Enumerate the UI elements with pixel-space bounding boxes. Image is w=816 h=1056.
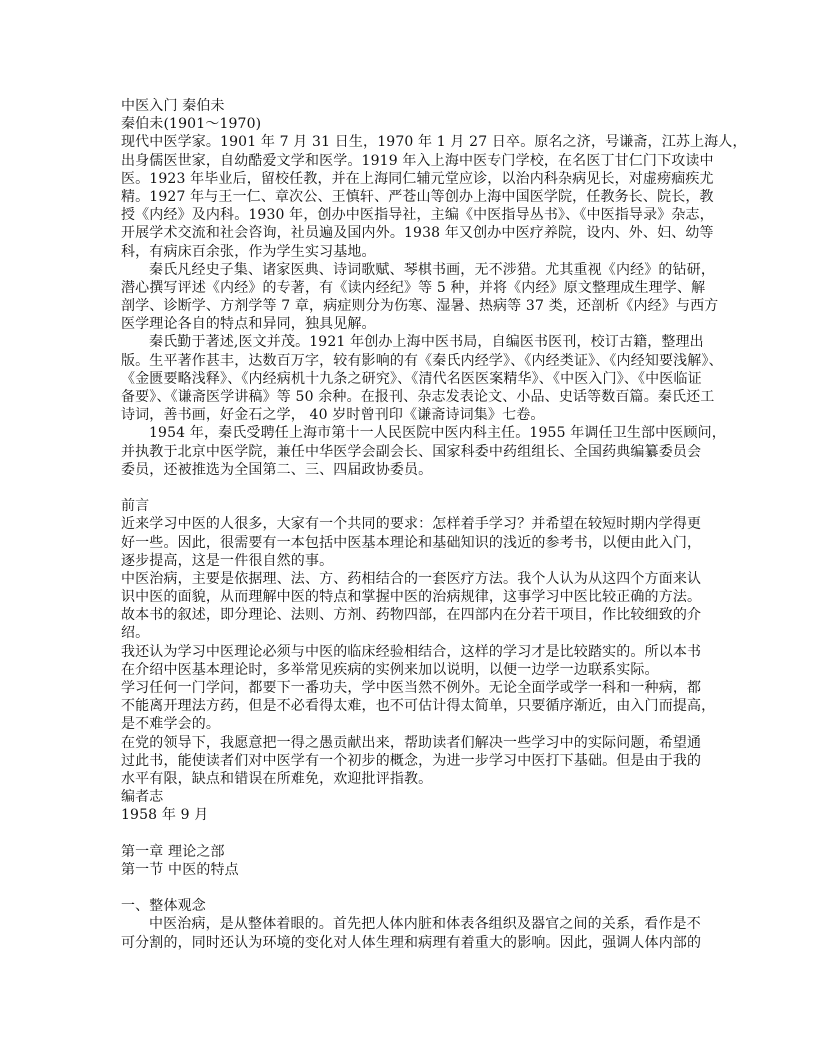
text-line: 秦氏凡经史子集、诸家医典、诗词歌赋、琴棋书画，无不涉猎。尤其重视《内经》的钻研，	[149, 261, 715, 278]
text-line: 医。1923 年毕业后，留校任教，并在上海同仁辅元堂应诊，以治内科杂病见长，对虚痨痼疾尤	[121, 170, 714, 187]
section-heading	[121, 97, 705, 115]
text-line: 授《内经》及内科。1930 年，创办中医指导社，主编《中医指导丛书》、《中医指导录》杂志，	[121, 207, 714, 224]
text-line: 识中医的面貌，从而理解中医的特点和掌握中医的治病规律，这事学习中医比较正确的方法。	[121, 589, 702, 606]
text-line: 编者志	[121, 789, 164, 806]
text-line: 医学理论各自的特点和异同，独具见解。	[121, 316, 376, 333]
paragraph	[121, 424, 726, 479]
text-line: 潜心撰写评述《内经》的专著，有《读内经纪》等 5 种，并将《内经》原文整理成生理学、解	[121, 279, 706, 296]
section-heading	[121, 497, 705, 515]
paragraph	[121, 679, 716, 734]
text-line: 可分割的，同时还认为环境的变化对人体生理和病理有着重大的影响。因此，强调人体内部的	[121, 934, 702, 951]
section-heading	[121, 861, 705, 879]
text-line: 现代中医学家。1901 年 7 月 31 日生，1970 年 1 月 27 日卒。原名之济，号谦斋，江苏上海人，	[121, 134, 747, 151]
text-line: 中医治病，主要是依据理、法、方、药相结合的一套医疗方法。我个人认为从这四个方面来认	[121, 570, 702, 587]
text-line: 一、整体观念	[121, 898, 206, 915]
text-line: 不能离开理法方药，但是不必看得太难，也不可估计得太简单，只要循序渐近，由入门而提高，	[121, 698, 716, 715]
text-line: 是不难学会的。	[121, 716, 221, 733]
paragraph	[121, 570, 705, 643]
section-heading	[121, 115, 705, 133]
text-line	[121, 479, 705, 497]
text-line: 中医入门 秦伯未	[121, 98, 225, 114]
text-line: 秦氏勤于著述,医文并茂。1921 年创办上海中医书局，自编医书医刊，校订古籍，整理出	[149, 334, 704, 351]
text-line: 在党的领导下，我愿意把一得之愚贡献出来，帮助读者们解决一些学习中的实际问题，希望通	[121, 734, 702, 751]
text-line: 精。1927 年与王一仁、章次公、王慎轩、严苍山等创办上海中国医学院，任教务长、院长，教	[121, 188, 714, 205]
text-line: 好一些。因此，很需要有一本包括中医基本理论和基础知识的浅近的参考书，以便由此入门，	[121, 534, 702, 551]
text-line: 近来学习中医的人很多，大家有一个共同的要求：怎样着手学习？并希望在较短时期内学得更	[121, 516, 702, 533]
blank-line	[121, 879, 705, 897]
text-line: 学习任何一门学问，都要下一番功夫，学中医当然不例外。无论全面学或学一科和一种病，都	[121, 680, 702, 696]
text-line	[121, 879, 705, 897]
paragraph	[121, 333, 723, 424]
text-line: 第一章 理论之部	[121, 843, 225, 860]
blank-line	[121, 479, 705, 497]
text-line: 前言	[121, 498, 150, 515]
text-line: 故本书的叙述，即分理论、法则、方剂、药物四部，在四部内在分若干项目，作比较细致的介	[121, 607, 702, 624]
text-line: 版。生平著作甚丰，达数百万字，较有影响的有《秦氏内经学》、《内经类证》、《内经知要浅解》、	[121, 352, 723, 369]
text-line: 1958 年 9 月	[121, 807, 209, 824]
paragraph	[121, 915, 705, 951]
text-line: 诗词，善书画，好金石之学， 40 岁时曾刊印《谦斋诗词集》七卷。	[121, 407, 545, 424]
text-line: 水平有限，缺点和错误在所难免，欢迎批评指教。	[121, 770, 433, 787]
text-line: 中医治病，是从整体着眼的。首先把人体内脏和体表各组织及器官之间的关系，看作是不	[149, 916, 701, 933]
text-line: 绍。	[121, 625, 150, 642]
date	[121, 806, 705, 824]
section-heading	[121, 897, 705, 915]
text-line: 在介绍中医基本理论时，多举常见疾病的实例来加以说明，以便一边学一边联系实际。	[121, 661, 659, 678]
paragraph	[121, 643, 705, 679]
text-line: 并执教于北京中医学院，兼任中华医学会副会长、国家科委中药组组长、全国药典编纂委员会	[121, 443, 702, 460]
text-line: 备要》、《谦斋医学讲稿》等 50 余种。在报刊、杂志发表论文、小品、史话等数百篇。秦氏还工	[121, 389, 715, 405]
text-line: 秦伯未(1901～1970)	[121, 116, 262, 133]
text-line: 第一节 中医的特点	[121, 861, 239, 878]
text-line: 委员，还被推选为全国第二、三、四届政协委员。	[121, 461, 433, 478]
text-line: 过此书，能使读者们对中医学有一个初步的概念，为进一步学习中医打下基础。但是由于我的	[121, 752, 702, 769]
text-line: 《金匮要略浅释》、《内经病机十九条之研究》、《清代名医医案精华》、《中医入门》、《中医临证	[121, 370, 702, 387]
text-line: 我还认为学习中医理论必须与中医的临床经验相结合，这样的学习才是比较踏实的。所以本书	[121, 643, 702, 660]
paragraph	[121, 133, 747, 260]
text-line: 1954 年，秦氏受聘任上海市第十一人民医院中医内科主任。1955 年调任卫生部中医顾问，	[149, 425, 726, 442]
text-line: 逐步提高，这是一件很自然的事。	[121, 552, 334, 569]
paragraph	[121, 261, 719, 334]
section-heading	[121, 843, 705, 861]
signature	[121, 788, 705, 806]
blank-line	[121, 825, 705, 843]
text-line: 出身儒医世家，自幼酷爱文学和医学。1919 年入上海中医专门学校，在名医丁甘仁门下攻读中	[121, 152, 714, 169]
paragraph	[121, 734, 705, 789]
text-line	[121, 825, 705, 843]
text-line: 剖学、诊断学、方剂学等 7 章，病症则分为伤寒、湿暑、热病等 37 类，还剖析《内经》与西方	[121, 298, 719, 315]
text-line: 开展学术交流和社会咨询，社员遍及国内外。1938 年又创办中医疗养院，设内、外、妇、幼等	[121, 225, 714, 242]
text-line: 科，有病床百余张，作为学生实习基地。	[121, 243, 376, 260]
paragraph	[121, 515, 705, 570]
document-page	[121, 97, 747, 952]
